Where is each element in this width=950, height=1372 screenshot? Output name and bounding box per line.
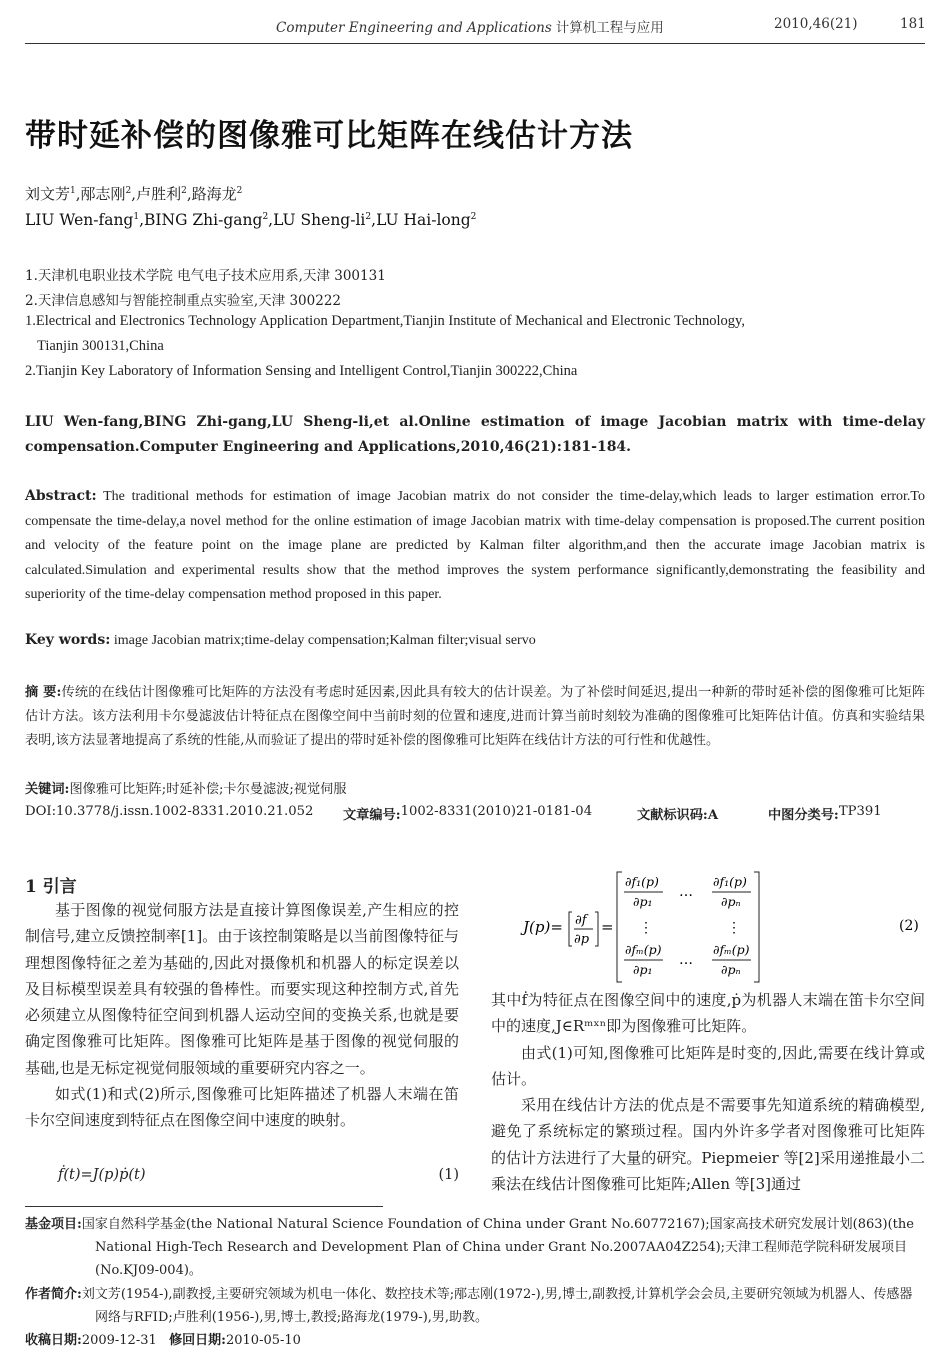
running-header [0, 16, 950, 42]
dates-note [25, 1330, 925, 1353]
eq2-lhs: J(p)= [523, 918, 563, 936]
vdots-coln: ⋮ [727, 920, 741, 936]
m1n-top: ∂f₁(p) [713, 874, 747, 889]
paragraph: 如式(1)和式(2)所示,图像雅可比矩阵描述了机器人末端在笛卡尔空间速度到特征点在图像空间中速度的映射。 [25, 1085, 460, 1130]
affiliation-cn-1: 1.天津机电职业技术学院 电气电子技术应用系,天津 300131 [25, 268, 386, 284]
footnote-rule [25, 1206, 383, 1207]
paragraph: 由式(1)可知,图像雅可比矩阵是时变的,因此,需要在线计算或估计。 [491, 1043, 925, 1088]
paragraph: 采用在线估计方法的优点是不需要事先知道系统的精确模型,避免了系统标定的繁琐过程。国内外许多学者对图像雅可比矩阵的估计方法进行了大量的研究。Piepmeier 等[2]采用递推最小二乘法在线估计图像雅可比矩阵;Allen 等[3]通过 [491, 1096, 925, 1194]
affiliation-cn-2: 2.天津信息感知与智能控制重点实验室,天津 300222 [25, 293, 341, 309]
citation: LIU Wen-fang,BING Zhi-gang,LU Sheng-li,et al.Online estimation of image Jacobian matrix with time-delay compensation.Computer Engineering and Applications,2010,46(21):181-184. [25, 414, 925, 455]
equation-1-body: ḟ(t)=J(p)ṗ(t) [58, 1167, 146, 1183]
mm1-top: ∂fₘ(p) [625, 942, 662, 957]
m11-bot: ∂p₁ [633, 894, 653, 909]
matrix-bracket-left [617, 872, 622, 982]
hdots-row1: … [679, 884, 693, 900]
doi: DOI:10.3778/j.issn.1002-8331.2010.21.052 [25, 804, 314, 819]
authors-en: LIU Wen-fang$^1$,BING Zhi-gang$^2$,LU Sheng-$li^2,LU$ Hai-long$^2$ [25, 211, 477, 229]
article-number: 文章编号: 1002-8331(2010)21-0181-04 [343, 804, 593, 823]
frac-top: ∂f [575, 913, 587, 928]
page-number: 181 [900, 16, 926, 32]
keywords-cn [25, 778, 347, 797]
bracket-right [595, 912, 598, 946]
vdots-col1: ⋮ [639, 920, 653, 936]
revised-date: 2010-05-10 [225, 1333, 301, 1348]
header-rule [25, 43, 925, 44]
equation-2-number: (2) [899, 918, 919, 934]
matrix-bracket-right [754, 872, 759, 982]
issue-info: 2010,46(21) [774, 16, 858, 32]
affiliation-en-1: 1.Electrical and Electronics Technology Application Department,Tianjin Institute of Mechanical and Electronic Technology, [25, 313, 745, 329]
eq2-equals: = [601, 918, 614, 936]
left-column [25, 897, 459, 1134]
author-bio-note [25, 1284, 925, 1330]
affiliation-en-1-cont: Tianjin 300131,China [37, 338, 164, 354]
bracket-left [569, 912, 572, 946]
equation-2 [491, 868, 925, 986]
keywords-label: Key words: [25, 632, 111, 648]
journal-name: Computer Engineering and Applications 计算机工程与应用 [276, 20, 664, 36]
abstract-cn-text: 传统的在线估计图像雅可比矩阵的方法没有考虑时延因素,因此具有较大的估计误差。为了补偿时间延迟,提出一种新的带时延补偿的图像雅可比矩阵估计方法。该方法利用卡尔曼滤波估计特征点在图像空间中当前时刻的位置和速度,进而计算当前时刻较为准确的图像雅可比矩阵估计值。仿真和实验结果表明,该方法显著地提高了系统的性能,从而验证了提出的带时延补偿的图像雅可比矩阵在线估计方法的可行性和优越性。 [25, 685, 925, 749]
frac-bot: ∂p [574, 932, 590, 947]
abstract-label: Abstract: [25, 488, 97, 504]
classification-number: 中图分类号: TP391 [768, 804, 882, 823]
abstract-en [25, 484, 925, 608]
author-bio-label: 作者简介: [25, 1287, 82, 1302]
equation-2-graphic [491, 868, 925, 986]
revised-label: 修回日期: [169, 1333, 226, 1348]
mmn-bot: ∂pₙ [721, 962, 741, 977]
authors-cn: 刘文芳$^1$,邴志刚$^2$,卢胜利$^2$,路海龙$^2$ [25, 185, 243, 203]
section-heading: 1 引言 [25, 877, 77, 897]
abstract-text: The traditional methods for estimation of image Jacobian matrix do not consider the time-delay,which leads to larger estimation error.To compensate the time-delay,a novel method for the online estimation of image Jacobian matrix with time-delay compensation is proposed.The current position and velocity of the feature point on the image plane are predicted by Kalman filter algorithm,and then the accurate image Jacobian matrix is calculated.Simulation and experimental results show that the method improves the system performance significantly,demonstrating the feasibility and superiority of the time-delay compensation method proposed in this paper. [25, 489, 925, 603]
author-bio-text: 刘文芳(1954-),副教授,主要研究领域为机电一体化、数控技术等;邴志刚(1972-),男,博士,副教授,计算机学会会员,主要研究领域为机器人、传感器网络与RFID;卢胜利(1956-),男,博士,教授;路海龙(1979-),男,助教。 [81, 1287, 913, 1325]
m1n-bot: ∂pₙ [721, 894, 741, 909]
equation-1-number: (1) [438, 1167, 459, 1183]
doi-row [25, 804, 925, 826]
paragraph: 基于图像的视觉伺服方法是直接计算图像误差,产生相应的控制信号,建立反馈控制率[1]。由于该控制策略是以当前图像特征与理想图像特征之差为基础的,因此对摄像机和机器人的标定误差以及目标模型误差具有较强的鲁棒性。而要实现这种控制方式,首先必须建立从图像特征空间到机器人运动空间的变换关系,也就是要确定图像雅可比矩阵。图像雅可比矩阵是基于图像的视觉伺服的基础,也是无标定视觉伺服领域的重要研究内容之一。 [25, 901, 459, 1077]
funding-note [25, 1214, 925, 1282]
right-column [491, 987, 925, 1197]
mmn-top: ∂fₘ(p) [713, 942, 750, 957]
keywords-cn-text: 图像雅可比矩阵;时延补偿;卡尔曼滤波;视觉伺服 [69, 782, 347, 797]
equation-1 [25, 1167, 459, 1191]
received-label: 收稿日期: [25, 1333, 82, 1348]
document-code: 文献标识码:A [637, 808, 719, 823]
abstract-cn-label: 摘 要: [25, 685, 62, 700]
keywords-cn-label: 关键词: [25, 782, 70, 797]
abstract-cn [25, 681, 925, 754]
paragraph: 其中ḟ为特征点在图像空间中的速度,ṗ为机器人末端在笛卡尔空间中的速度,J∈Rᵐˣⁿ即为图像雅可比矩阵。 [491, 991, 925, 1036]
funding-label: 基金项目: [25, 1217, 82, 1232]
received-date: 2009-12-31 [81, 1333, 157, 1348]
keywords-en [25, 632, 925, 649]
hdots-row3: … [679, 952, 693, 968]
affiliation-en-2: 2.Tianjin Key Laboratory of Information Sensing and Intelligent Control,Tianjin 300222,China [25, 363, 578, 379]
m11-top: ∂f₁(p) [625, 874, 659, 889]
funding-text: 国家自然科学基金(the National Natural Science Foundation of China under Grant No.60772167);国家高技术研究发展计划(863)(the National High-Tech Research and Development Plan of China under Grant No.2007AA04Z254);天津工程师范学院科研发展项目(No.KJ09-004)。 [81, 1217, 914, 1278]
paper-title: 带时延补偿的图像雅可比矩阵在线估计方法 [25, 118, 633, 154]
keywords-text: image Jacobian matrix;time-delay compensation;Kalman filter;visual servo [113, 633, 536, 648]
mm1-bot: ∂p₁ [633, 962, 653, 977]
